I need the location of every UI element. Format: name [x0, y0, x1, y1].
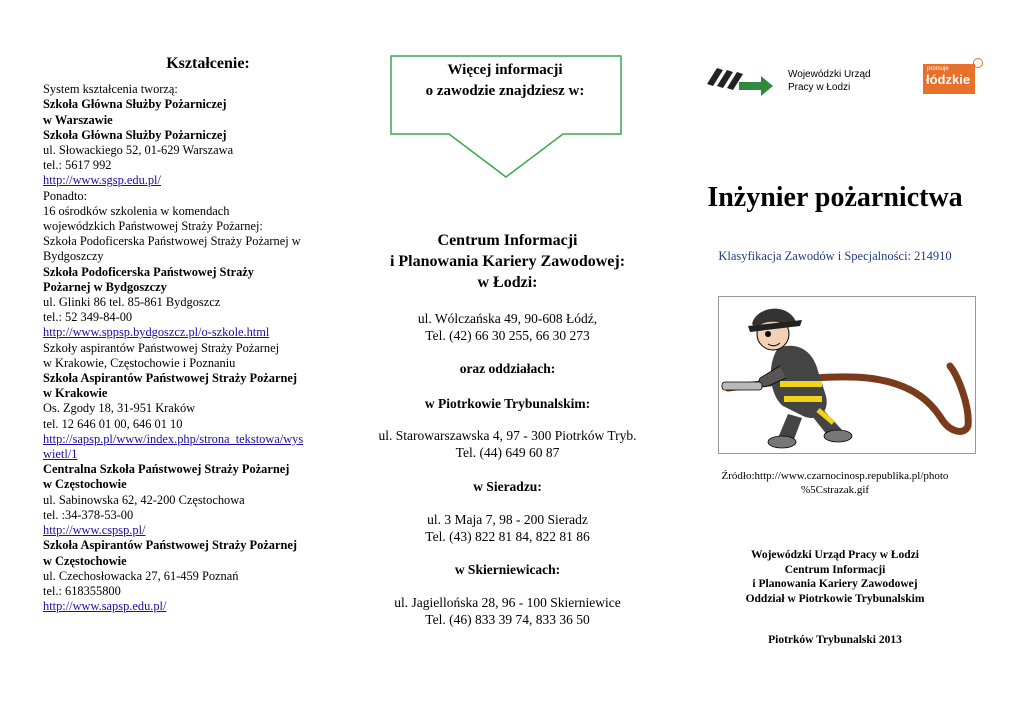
lodzkie-logo-small: promuje	[927, 66, 949, 72]
firefighter-illustration	[718, 296, 976, 454]
sieradz-phone: Tel. (43) 822 81 84, 822 81 86	[425, 529, 590, 544]
sieradz-address: ul. 3 Maja 7, 98 - 200 Sieradz	[427, 512, 588, 527]
education-line: Szkoła Podoficerska Państwowej Straży Pożarnej w	[43, 234, 301, 249]
lodzkie-logo	[923, 64, 975, 94]
center-title-1: Centrum Informacji	[437, 232, 578, 249]
education-line: w Warszawie	[43, 112, 113, 127]
wup-logo-icon	[705, 62, 777, 96]
lodzkie-logo-text: łódzkie	[926, 72, 971, 87]
education-heading: Kształcenie:	[166, 55, 250, 72]
education-line: Pożarnej w Bydgoszczy	[43, 279, 167, 294]
education-lines	[43, 82, 343, 614]
education-line: Szkoła Podoficerska Państwowej Straży	[43, 264, 254, 279]
education-line: tel. 12 646 01 00, 646 01 10	[43, 416, 183, 431]
skierniewice-phone: Tel. (46) 833 39 74, 833 36 50	[425, 612, 590, 627]
lodz-phone: Tel. (42) 66 30 255, 66 30 273	[425, 328, 590, 343]
image-source-line-2: %5Cstrazak.gif	[800, 484, 870, 496]
arrow-line-1: Więcej informacji	[447, 62, 563, 78]
education-line: Szkoły aspirantów Państwowej Straży Pożarnej	[43, 340, 280, 355]
wup-logo-line-1: Wojewódzki Urząd	[788, 69, 871, 80]
publisher-line-3: i Planowania Kariery Zawodowej	[752, 578, 918, 590]
education-line: Ponadto:	[43, 188, 88, 203]
page-title: Inżynier pożarnictwa	[707, 182, 963, 213]
arrow-callout-text	[392, 60, 618, 102]
skierniewice-label: w Skierniewicach:	[454, 562, 561, 577]
education-line: wojewódzkich Państwowej Straży Pożarnej:	[43, 219, 263, 234]
education-line: System kształcenia tworzą:	[43, 82, 178, 97]
education-line: w Częstochowie	[43, 477, 127, 492]
education-line: 16 ośrodków szkolenia w komendach	[43, 203, 230, 218]
classification-code: Klasyfikacja Zawodów i Specjalności: 214910	[718, 249, 952, 263]
image-source	[705, 469, 965, 497]
piotrkow-address: ul. Starowarszawska 4, 97 - 300 Piotrków Tryb.	[378, 428, 637, 443]
piotrkow-label: w Piotrkowie Trybunalskim:	[424, 396, 591, 411]
center-title-3: w Łodzi:	[477, 274, 538, 291]
education-line: Szkoła Aspirantów Państwowej Straży Pożarnej	[43, 371, 297, 386]
education-link[interactable]: http://www.cspsp.pl/	[43, 523, 146, 538]
education-line: Bydgoszczy	[43, 249, 104, 264]
publisher-line-1: Wojewódzki Urząd Pracy w Łodzi	[750, 549, 919, 561]
arrow-line-2: o zawodzie znajdziesz w:	[425, 83, 585, 99]
contact-column	[355, 230, 660, 628]
education-line: tel. :34-378-53-00	[43, 507, 134, 522]
skierniewice-address: ul. Jagiellońska 28, 96 - 100 Skierniewice	[394, 595, 621, 610]
education-link[interactable]: http://www.sgsp.edu.pl/	[43, 173, 161, 188]
education-line: Szkoła Główna Służby Pożarniczej	[43, 97, 227, 112]
education-link[interactable]: http://www.sppsp.bydgoszcz.pl/o-szkole.html	[43, 325, 270, 340]
publisher-line-4: Oddział w Piotrkowie Trybunalskim	[745, 592, 925, 605]
publisher-line-2: Centrum Informacji	[784, 563, 886, 576]
education-line: tel.: 5617 992	[43, 158, 112, 173]
education-line: w Częstochowie	[43, 553, 127, 568]
piotrkow-phone: Tel. (44) 649 60 87	[455, 445, 560, 460]
education-line: tel.: 52 349-84-00	[43, 310, 133, 325]
education-line: Szkoła Główna Służby Pożarniczej	[43, 127, 227, 142]
branches-label: oraz oddziałach:	[459, 361, 556, 376]
education-line: tel.: 618355800	[43, 583, 121, 598]
sieradz-label: w Sieradzu:	[473, 479, 542, 494]
education-line: Szkoła Aspirantów Państwowej Straży Pożarnej	[43, 538, 297, 553]
education-line: w Krakowie	[43, 386, 108, 401]
education-line: ul. Sabinowska 62, 42-200 Częstochowa	[43, 492, 245, 507]
education-link[interactable]: http://www.sapsp.edu.pl/	[43, 599, 167, 614]
wup-logo-line-2: Pracy w Łodzi	[788, 82, 851, 93]
education-line: Centralna Szkoła Państwowej Straży Pożarnej	[43, 462, 290, 477]
education-column	[43, 56, 343, 614]
education-line: ul. Czechosłowacka 27, 61-459 Poznań	[43, 568, 239, 583]
education-line: ul. Glinki 86 tel. 85-861 Bydgoszcz	[43, 295, 221, 310]
education-link[interactable]: wietl/1	[43, 447, 78, 462]
wup-logo-text	[788, 68, 871, 94]
publisher-block	[695, 548, 975, 606]
registered-mark-icon	[973, 58, 983, 68]
city-year: Piotrków Trybunalski 2013	[768, 634, 902, 646]
education-line: Os. Zgody 18, 31-951 Kraków	[43, 401, 196, 416]
lodz-address: ul. Wólczańska 49, 90-608 Łódź,	[417, 311, 598, 326]
center-title-2: i Planowania Kariery Zawodowej:	[389, 253, 626, 270]
logos-row	[705, 58, 995, 102]
education-link[interactable]: http://sapsp.pl/www/index.php/strona_tekstowa/wys	[43, 431, 304, 446]
education-line: w Krakowie, Częstochowie i Poznaniu	[43, 355, 236, 370]
image-source-line-1: Źródło:http://www.czarnocinosp.republika.pl/photo	[721, 470, 949, 482]
education-line: ul. Słowackiego 52, 01-629 Warszawa	[43, 143, 234, 158]
